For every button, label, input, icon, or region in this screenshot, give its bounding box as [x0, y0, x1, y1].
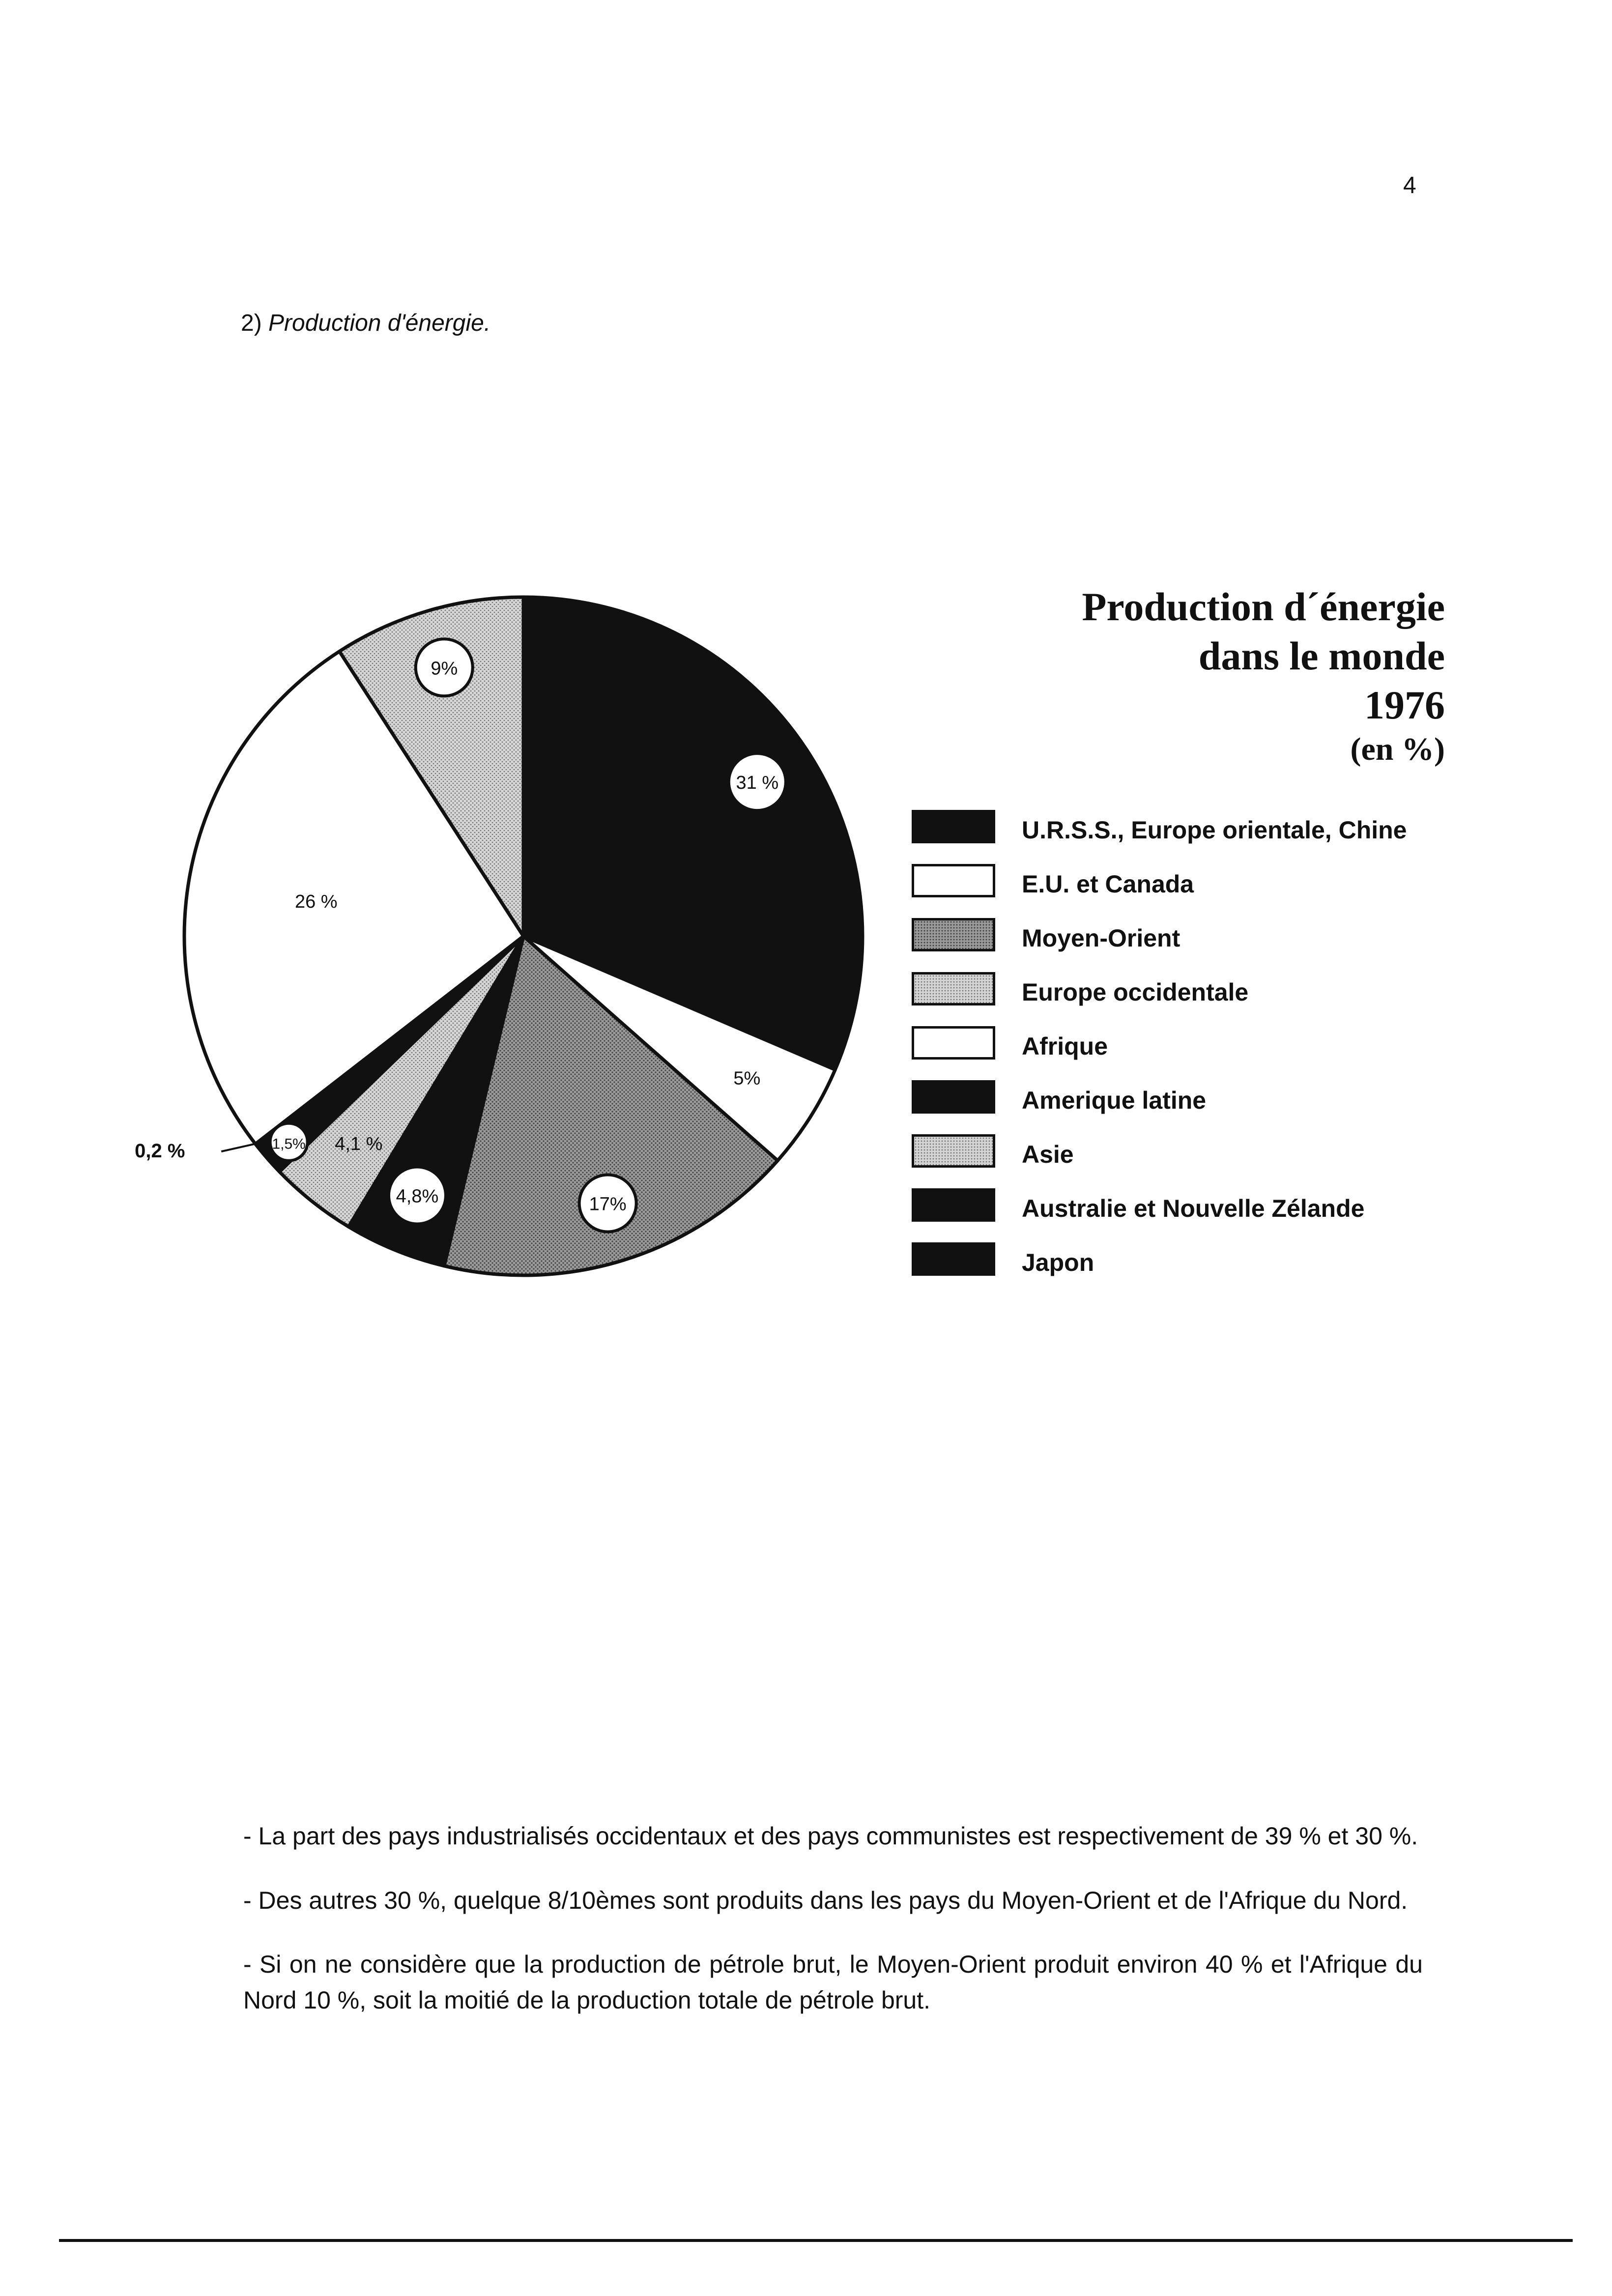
legend-swatch: [912, 1242, 995, 1276]
legend-swatch: [912, 972, 995, 1005]
slice-label: 0,2 %: [135, 1140, 185, 1162]
leader-line: [221, 1143, 260, 1151]
legend-label: Amerique latine: [1022, 1087, 1207, 1114]
slice-label: 31 %: [736, 773, 779, 794]
legend-swatch: [912, 1026, 995, 1060]
legend-label: E.U. et Canada: [1022, 870, 1194, 898]
chart-unit: (en %): [1350, 731, 1445, 768]
footer-rule: [59, 2239, 1573, 2242]
slice-label: 9%: [431, 658, 458, 679]
paragraph: - Des autres 30 %, quelque 8/10èmes sont produits dans les pays du Moyen-Orient et de l'Afrique du Nord.: [243, 1886, 1408, 1914]
legend-swatch: [912, 1188, 995, 1222]
section-title: Production d'énergie.: [268, 310, 491, 336]
legend-label: Moyen-Orient: [1022, 924, 1180, 952]
legend-label: Australie et Nouvelle Zélande: [1022, 1195, 1365, 1222]
legend-label: Asie: [1022, 1141, 1074, 1168]
page-number: 4: [1403, 172, 1416, 199]
legend-swatch: [912, 918, 995, 951]
chart-title-line-2: dans le monde: [1198, 633, 1445, 679]
slice-label: 5%: [733, 1068, 761, 1089]
legend-label: Europe occidentale: [1022, 978, 1249, 1006]
pie-slices: [184, 597, 863, 1275]
chart-title-line-1: Production d´énergie: [1082, 584, 1445, 629]
legend-swatch: [912, 1080, 995, 1114]
legend-label: U.R.S.S., Europe orientale, Chine: [1022, 816, 1407, 844]
slice-label: 17%: [589, 1194, 627, 1215]
slice-label: 4,1 %: [335, 1134, 383, 1155]
paragraph: - Si on ne considère que la production de pétrole brut, le Moyen-Orient produit environ 40 % et l'Afrique du Nord 10 %, soit la moitié de la production totale de pétrole brut.: [243, 1951, 1423, 2014]
legend-swatch: [912, 810, 995, 843]
body-text: [243, 1818, 1423, 2046]
slice-label: 4,8%: [396, 1186, 439, 1207]
slice-label: 1,5%: [272, 1136, 306, 1152]
slice-label: 26 %: [294, 891, 338, 913]
chart-title: [1082, 582, 1445, 770]
legend-label: Japon: [1022, 1249, 1094, 1276]
paragraph: - La part des pays industrialisés occidentaux et des pays communistes est respectivement de 39 % et 30 %.: [243, 1822, 1418, 1850]
legend-swatch: [912, 1134, 995, 1168]
chart-title-line-3: 1976: [1364, 683, 1445, 728]
section-number: 2): [241, 310, 269, 336]
legend-label: Afrique: [1022, 1033, 1108, 1060]
legend-swatch: [912, 864, 995, 897]
